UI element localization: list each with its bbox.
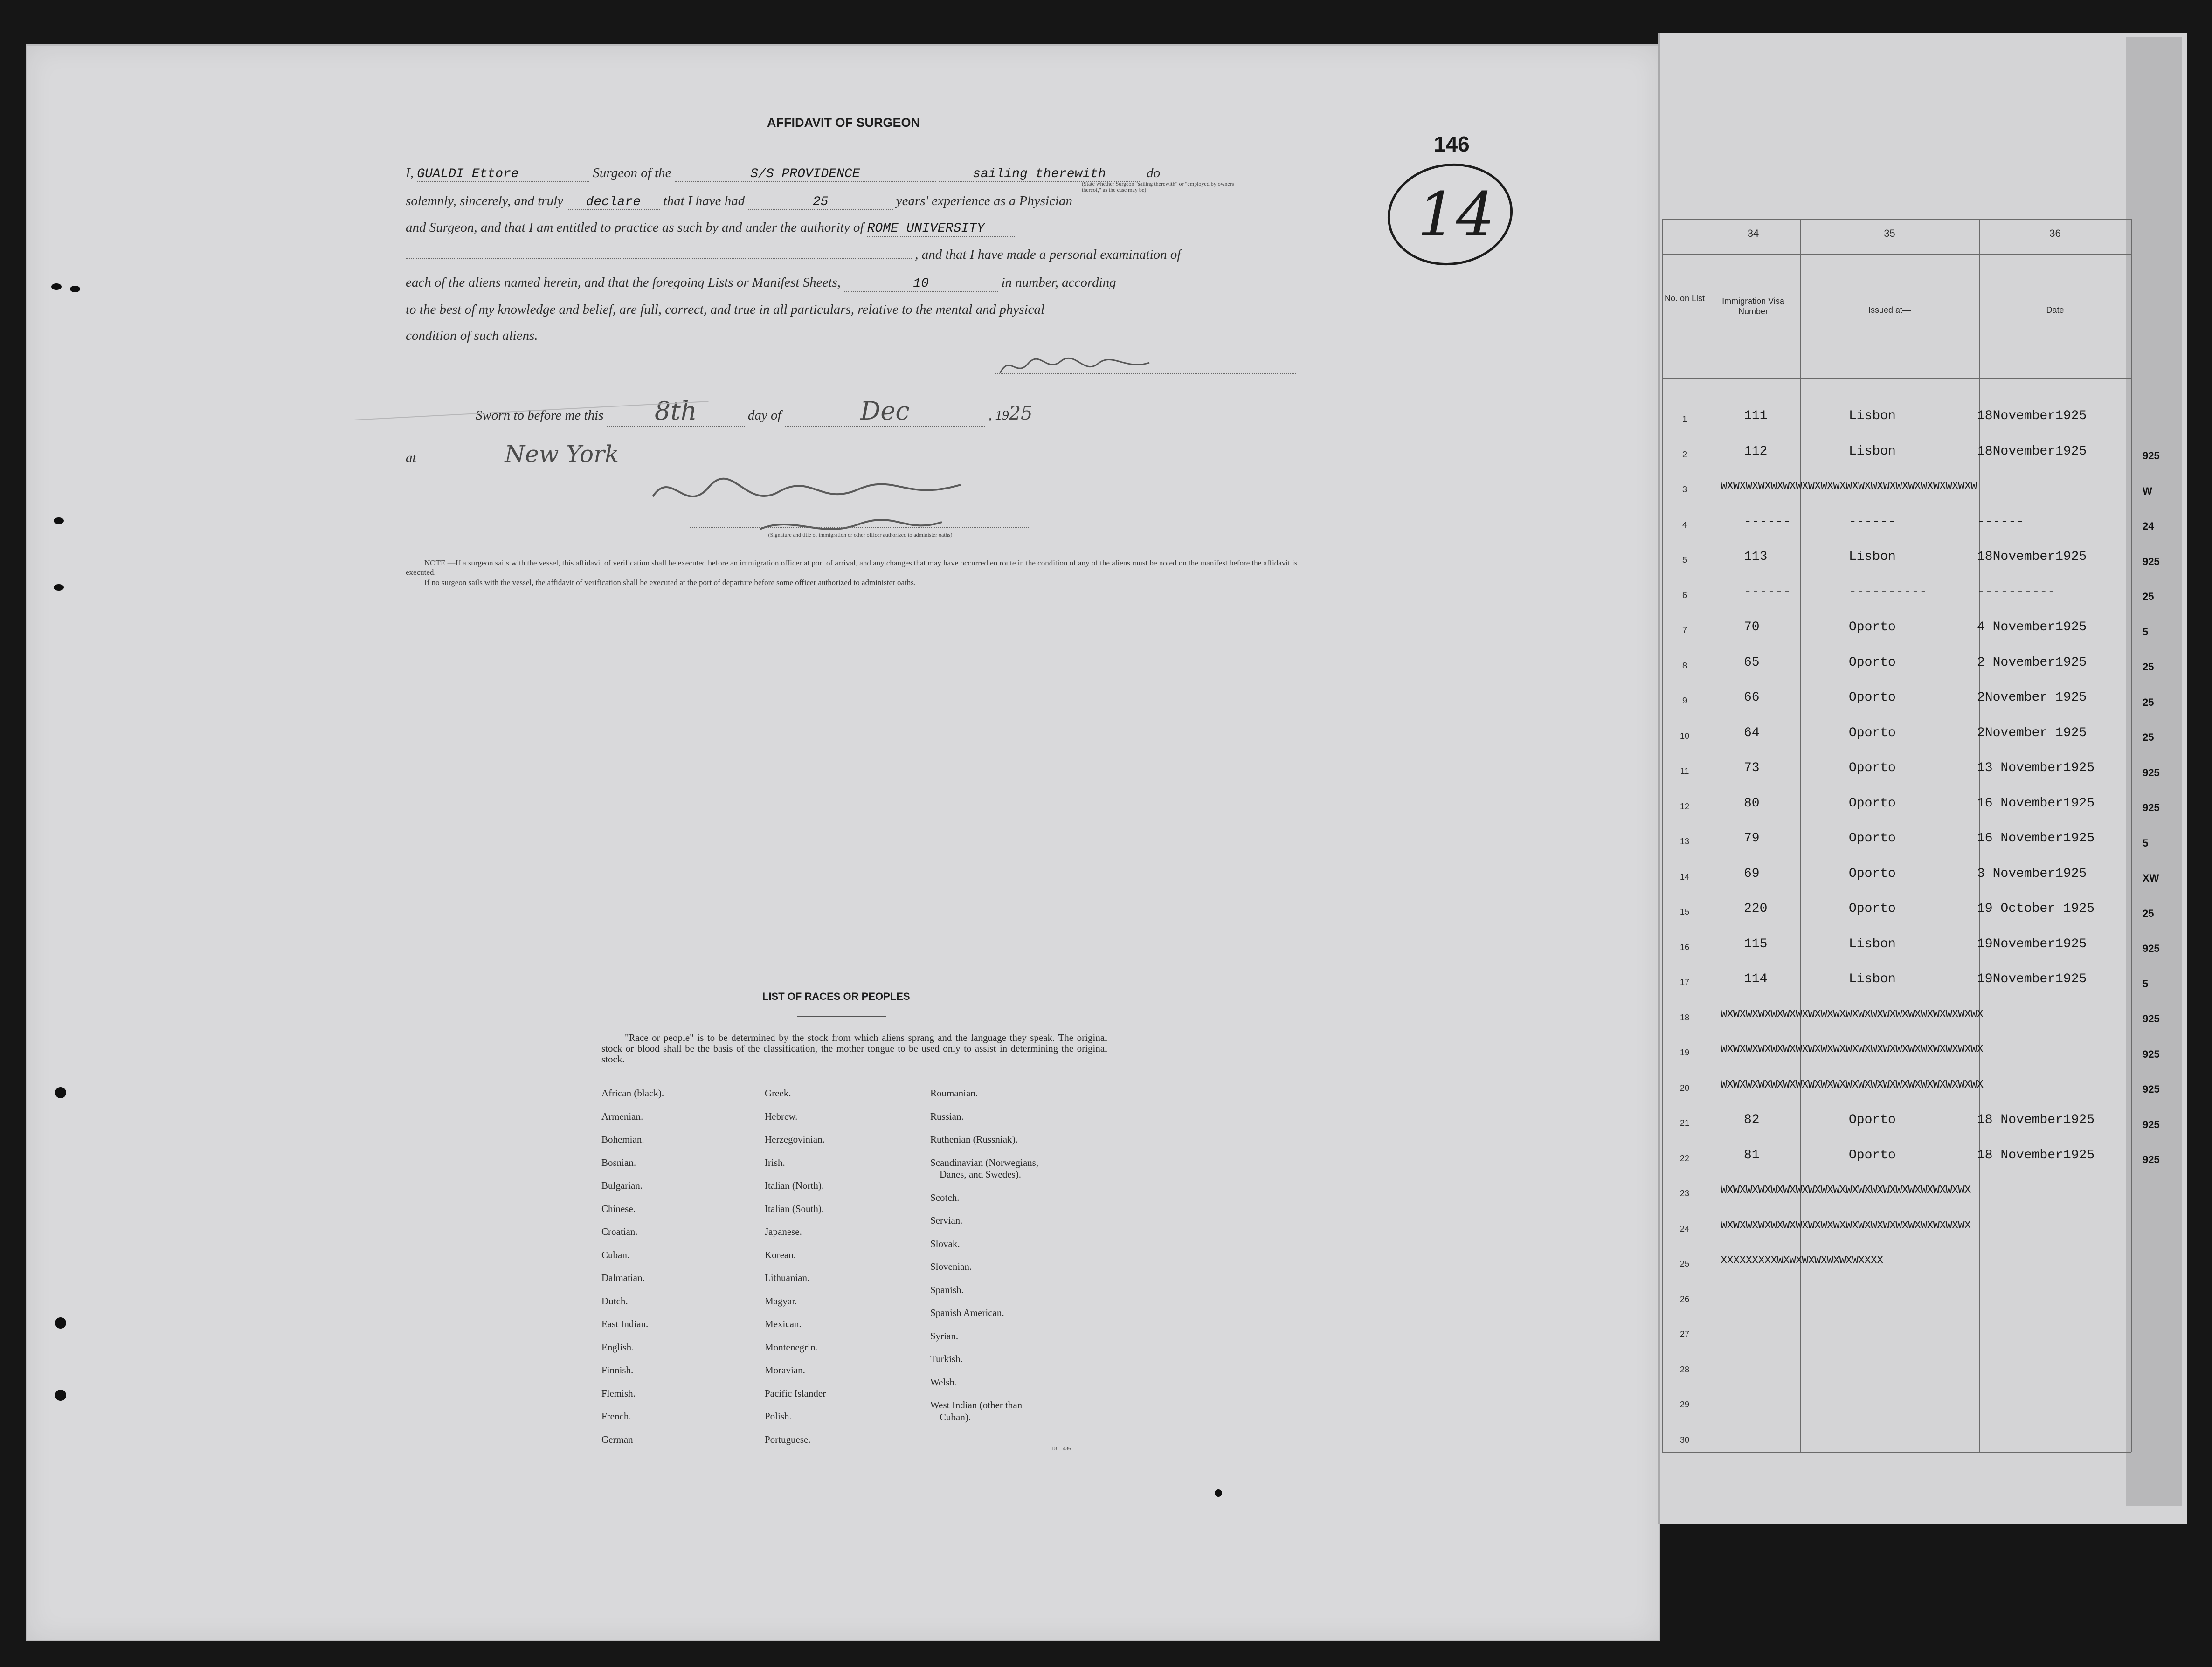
row-number: 16	[1680, 942, 1690, 952]
row-number: 28	[1680, 1364, 1690, 1374]
visa-number: ------	[1744, 585, 1791, 599]
issued-at: Oporto	[1849, 902, 1896, 916]
sworn-day: 8th	[654, 396, 697, 426]
issue-date: 2November 1925	[1977, 690, 2087, 705]
table-rule-h	[1662, 219, 2131, 220]
row-number: 15	[1680, 907, 1690, 916]
race-item: Servian.	[930, 1215, 963, 1226]
row-number: 11	[1680, 766, 1689, 776]
race-item: Spanish.	[930, 1284, 964, 1295]
next-page-fragment: W	[2143, 485, 2152, 497]
issued-at: Oporto	[1849, 761, 1896, 775]
next-page-fragment: 925	[2143, 1118, 2160, 1130]
affidavit-note-1: NOTE.—If a surgeon sails with the vessel, this affidavit of verification shall be executed before an immigration officer at port of arrival, and any changes that may have occurred en route in the condition of any of the aliens must be noted on the manifest before the affidavit is executed.	[406, 558, 1298, 577]
visa-number: 69	[1744, 866, 1760, 881]
sworn-year: 25	[1009, 403, 1033, 424]
issue-date: 18 November1925	[1977, 1113, 2095, 1127]
race-item: Dalmatian.	[601, 1272, 645, 1283]
race-item: Scandinavian (Norwegians,	[930, 1157, 1039, 1168]
officer-signature	[643, 459, 1007, 557]
punch-hole	[55, 1390, 66, 1401]
issued-at: Oporto	[1849, 690, 1896, 705]
row-number: 3	[1682, 485, 1687, 494]
issue-date: 19November1925	[1977, 937, 2087, 951]
affidavit-line-8: condition of such aliens.	[406, 328, 538, 343]
crossed-out-entry: WXWXWXWXWXWXWXWXWXWXWXWXWXWXWXWXWXWXWXWXWX	[1721, 1043, 1983, 1056]
next-page-fragment: 925	[2143, 943, 2160, 954]
row-number: 6	[1682, 590, 1687, 600]
row-number: 14	[1680, 872, 1690, 882]
race-item: Bosnian.	[601, 1157, 636, 1168]
row-number: 18	[1680, 1013, 1690, 1022]
race-item: Slovenian.	[930, 1261, 972, 1272]
column-number: 36	[2049, 227, 2061, 239]
crossed-out-entry: WXWXWXWXWXWXWXWXWXWXWXWXWXWXWXWXWXWXWXWX	[1721, 1184, 1971, 1197]
race-item: African (black).	[601, 1088, 664, 1099]
visa-number: 79	[1744, 831, 1760, 846]
next-page-fragment: 25	[2143, 696, 2154, 708]
row-number: 2	[1682, 449, 1687, 459]
crossed-out-entry: WXWXWXWXWXWXWXWXWXWXWXWXWXWXWXWXWXWXWXWXWX	[1721, 1078, 1983, 1091]
race-item: Russian.	[930, 1110, 964, 1122]
visa-number: 80	[1744, 796, 1760, 811]
affidavit-title: AFFIDAVIT OF SURGEON	[767, 116, 920, 130]
race-item: Danes, and Swedes).	[940, 1169, 1021, 1180]
issue-date: 18November1925	[1977, 409, 2087, 423]
affidavit-line-7: to the best of my knowledge and belief, are full, correct, and true in all particulars, relative to the mental and physical	[406, 302, 1045, 317]
visa-number: 115	[1744, 937, 1768, 951]
issued-at: ----------	[1849, 585, 1928, 599]
race-item: Welsh.	[930, 1376, 957, 1388]
races-intro: "Race or people" is to be determined by the stock from which aliens sprang and the language they speak. The original stock or blood shall be the basis of the classification, the mother tongue to be used only to assist in determining the original stock.	[601, 1032, 1107, 1065]
race-item: East Indian.	[601, 1318, 649, 1329]
issued-at: Lisbon	[1849, 972, 1896, 986]
authority: ROME UNIVERSITY	[867, 221, 985, 236]
sworn-place: New York	[505, 441, 619, 468]
race-item: Cuban).	[940, 1411, 971, 1423]
row-number: 1	[1682, 414, 1687, 424]
row-number: 29	[1680, 1400, 1690, 1409]
surgeon-signature	[995, 350, 1163, 382]
race-item: Syrian.	[930, 1330, 959, 1342]
issue-date: 18November1925	[1977, 550, 2087, 564]
next-page-fragment: XW	[2143, 872, 2159, 884]
sworn-month: Dec	[860, 396, 910, 426]
row-number: 7	[1682, 626, 1687, 635]
issued-at: Lisbon	[1849, 550, 1896, 564]
officer-signature-line	[690, 527, 1030, 528]
table-rule-h	[1662, 254, 2131, 255]
punch-hole	[55, 1317, 66, 1329]
visa-number: 111	[1744, 409, 1768, 423]
issue-date: 18 November1925	[1977, 1148, 2095, 1163]
next-page-fragment: 25	[2143, 591, 2154, 602]
table-rule-v	[1800, 219, 1801, 1452]
race-item: Dutch.	[601, 1295, 628, 1307]
ink-dot	[1215, 1489, 1222, 1497]
next-page-fragment: 925	[2143, 1013, 2160, 1025]
row-number: 10	[1680, 731, 1690, 741]
row-number: 27	[1680, 1329, 1690, 1339]
next-page-fragment: 25	[2143, 661, 2154, 673]
race-item: Bohemian.	[601, 1134, 644, 1145]
visa-number: 112	[1744, 444, 1768, 459]
race-item: Cuban.	[601, 1249, 630, 1261]
table-rule-h	[1662, 1452, 2131, 1453]
race-item: Roumanian.	[930, 1088, 978, 1099]
issued-at: Oporto	[1849, 1148, 1896, 1163]
page-number-stamp: 146	[1434, 132, 1470, 156]
officer-caption: (Signature and title of immigration or other officer authorized to administer oaths)	[768, 531, 953, 538]
next-page-fragment: 5	[2143, 626, 2149, 638]
visa-number: 65	[1744, 655, 1760, 670]
issued-at: Lisbon	[1849, 937, 1896, 951]
issue-date: 13 November1925	[1977, 761, 2095, 775]
header-no: No. on List	[1664, 294, 1705, 303]
next-page-fragment: 5	[2143, 978, 2149, 990]
row-number: 23	[1680, 1189, 1690, 1198]
row-number: 4	[1682, 520, 1687, 530]
race-item: Herzegovinian.	[765, 1134, 825, 1145]
punch-hole	[70, 286, 80, 292]
races-title-rule	[797, 1016, 886, 1017]
races-title: LIST OF RACES OR PEOPLES	[762, 991, 910, 1002]
next-page-fragment: 5	[2143, 837, 2149, 849]
next-page-fragment: 925	[2143, 766, 2160, 778]
sailing-status: sailing therewith	[973, 167, 1106, 181]
crossed-out-entry: WXWXWXWXWXWXWXWXWXWXWXWXWXWXWXWXWXWXWXWXW	[1721, 480, 1977, 493]
visa-number: 73	[1744, 761, 1760, 775]
issue-date: 16 November1925	[1977, 831, 2095, 846]
row-number: 19	[1680, 1048, 1690, 1057]
race-item: English.	[601, 1341, 634, 1353]
race-item: Greek.	[765, 1088, 791, 1099]
race-item: Polish.	[765, 1411, 792, 1422]
years-experience: 25	[812, 195, 829, 209]
issue-date: 2 November1925	[1977, 655, 2087, 670]
race-item: Armenian.	[601, 1110, 643, 1122]
race-item: French.	[601, 1411, 631, 1422]
issue-date: 16 November1925	[1977, 796, 2095, 811]
visa-number: 66	[1744, 690, 1760, 705]
affidavit-line-2: solemnly, sincerely, and truly declare that I have had 25 years' experience as a Physician	[406, 193, 1073, 209]
next-page-fragment: 925	[2143, 1154, 2160, 1165]
race-item: Montenegrin.	[765, 1341, 818, 1353]
race-item: Italian (South).	[765, 1203, 824, 1214]
next-page-fragment: 925	[2143, 1048, 2160, 1060]
next-page-fragment: 24	[2143, 520, 2154, 532]
next-page-fragment: 925	[2143, 450, 2160, 462]
table-rule-h	[1662, 378, 2131, 379]
form-code: 18—436	[1051, 1445, 1071, 1452]
affidavit-note-2: If no surgeon sails with the vessel, the affidavit of verification shall be executed at the port of departure before some officer authorized to administer oaths.	[424, 578, 916, 587]
visa-number: 113	[1744, 550, 1768, 564]
punch-hole	[54, 517, 64, 524]
issued-at: Oporto	[1849, 796, 1896, 811]
ship-name: S/S PROVIDENCE	[750, 167, 860, 181]
affidavit-line-4: and Surgeon, and that I am entitled to practice as such by and under the authority of ROME UNIVERSITY	[406, 220, 1016, 237]
row-number: 13	[1680, 837, 1690, 846]
issued-at: Oporto	[1849, 866, 1896, 881]
crossed-out-entry: WXWXWXWXWXWXWXWXWXWXWXWXWXWXWXWXWXWXWXWX	[1721, 1219, 1971, 1232]
issued-at: Lisbon	[1849, 444, 1896, 459]
race-item: Hebrew.	[765, 1110, 798, 1122]
punch-hole	[55, 1087, 66, 1098]
race-item: Moravian.	[765, 1364, 805, 1376]
race-item: Turkish.	[930, 1353, 963, 1364]
race-item: German	[601, 1433, 633, 1445]
header-date: Date	[2046, 305, 2064, 315]
header-visa: Immigration Visa Number	[1722, 296, 1784, 316]
row-number: 22	[1680, 1153, 1690, 1163]
issue-date: 3 November1925	[1977, 866, 2087, 881]
visa-number: 70	[1744, 620, 1760, 634]
next-page-fragment: 925	[2143, 1083, 2160, 1095]
affidavit-line-1: I, GUALDI Ettore Surgeon of the S/S PROVIDENCE sailing therewith do	[406, 165, 1161, 181]
issue-date: 19 October 1925	[1977, 902, 2095, 916]
affidavit-line-6: each of the aliens named herein, and that the foregoing Lists or Manifest Sheets, 10 in number, according	[406, 275, 1116, 291]
issued-at: Oporto	[1849, 725, 1896, 740]
row-number: 17	[1680, 978, 1690, 987]
table-rule-v	[1662, 219, 1663, 1452]
visa-number: 82	[1744, 1113, 1760, 1127]
issue-date: 2November 1925	[1977, 725, 2087, 740]
circled-number: 14	[1417, 179, 1495, 250]
visa-number: 114	[1744, 972, 1768, 986]
next-page-fragment: 25	[2143, 907, 2154, 919]
race-item: Bulgarian.	[601, 1180, 643, 1191]
row-number: 9	[1682, 696, 1687, 705]
punch-hole	[51, 283, 62, 290]
column-number: 34	[1747, 227, 1759, 239]
surgeon-name: GUALDI Ettore	[417, 167, 519, 181]
race-item: Portuguese.	[765, 1433, 811, 1445]
race-item: Spanish American.	[930, 1307, 1004, 1318]
punch-hole	[54, 584, 64, 591]
sworn-line: Sworn to before me this 8th day of Dec , 1925	[476, 396, 1033, 426]
issued-at: Oporto	[1849, 1113, 1896, 1127]
row-number: 21	[1680, 1118, 1690, 1128]
issued-at: Lisbon	[1849, 409, 1896, 423]
row-number: 8	[1682, 661, 1687, 670]
issued-at: Oporto	[1849, 620, 1896, 634]
next-page-fragment: 925	[2143, 802, 2160, 813]
issue-date: ------	[1977, 514, 2024, 529]
race-item: Italian (North).	[765, 1180, 824, 1191]
race-item: Ruthenian (Russniak).	[930, 1134, 1018, 1145]
race-item: Mexican.	[765, 1318, 802, 1329]
race-item: West Indian (other than	[930, 1399, 1023, 1411]
row-number: 25	[1680, 1259, 1690, 1268]
circled-number-mark	[1385, 161, 1515, 268]
race-item: Chinese.	[601, 1203, 636, 1214]
crossed-out-entry: XXXXXXXXXWXWXWXWXWXWXWXXXX	[1721, 1254, 1883, 1267]
race-item: Finnish.	[601, 1364, 634, 1376]
race-item: Flemish.	[601, 1387, 636, 1399]
row-number: 12	[1680, 801, 1690, 811]
visa-number: 81	[1744, 1148, 1760, 1163]
visa-number: 64	[1744, 725, 1760, 740]
column-number: 35	[1884, 227, 1895, 239]
race-item: Magyar.	[765, 1295, 797, 1307]
race-item: Lithuanian.	[765, 1272, 810, 1283]
sailing-note: (State whether Surgeon "sailing therewith" or "employed by owners thereof," as the case may be)	[1082, 180, 1234, 193]
table-rule-v	[2131, 219, 2132, 1452]
race-item: Irish.	[765, 1157, 785, 1168]
issue-date: 18November1925	[1977, 444, 2087, 459]
row-number: 30	[1680, 1435, 1690, 1445]
header-issued: Issued at—	[1868, 305, 1911, 315]
race-item: Korean.	[765, 1249, 796, 1261]
row-number: 20	[1680, 1083, 1690, 1093]
issued-at: Oporto	[1849, 655, 1896, 670]
manifest-page	[1658, 33, 2187, 1524]
race-item: Slovak.	[930, 1238, 960, 1249]
row-number: 24	[1680, 1224, 1690, 1233]
issue-date: 4 November1925	[1977, 620, 2087, 634]
next-page-fragment: 925	[2143, 555, 2160, 567]
race-item: Japanese.	[765, 1226, 802, 1237]
issued-at: Oporto	[1849, 831, 1896, 846]
row-number: 26	[1680, 1294, 1690, 1304]
at-line: at New York	[406, 441, 704, 468]
next-page-fragment: 25	[2143, 731, 2154, 743]
sheet-count: 10	[913, 276, 929, 291]
visa-number: 220	[1744, 902, 1768, 916]
race-item: Croatian.	[601, 1226, 638, 1237]
row-number: 5	[1682, 555, 1687, 565]
issued-at: ------	[1849, 514, 1896, 529]
race-item: Pacific Islander	[765, 1387, 826, 1399]
affidavit-line-5: , and that I have made a personal examination of	[406, 247, 1181, 262]
visa-number: ------	[1744, 514, 1791, 529]
crossed-out-entry: WXWXWXWXWXWXWXWXWXWXWXWXWXWXWXWXWXWXWXWXWX	[1721, 1008, 1983, 1021]
race-item: Scotch.	[930, 1192, 960, 1203]
issue-date: ----------	[1977, 585, 2056, 599]
issue-date: 19November1925	[1977, 972, 2087, 986]
